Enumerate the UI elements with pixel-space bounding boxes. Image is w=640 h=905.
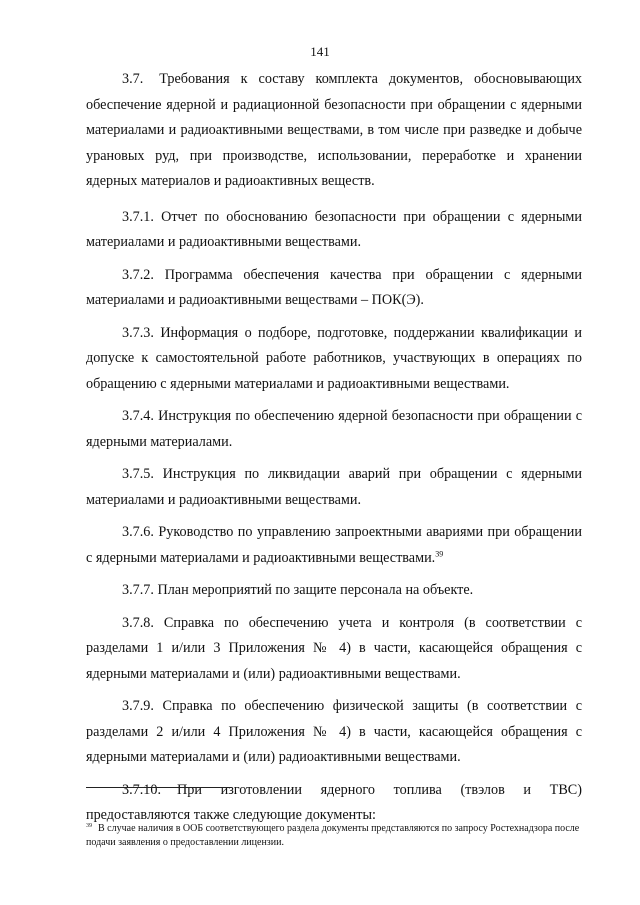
item-number: 3.7.2. [122,266,154,283]
footnote-text: В случае наличия в ООБ соответствующего раздела документы представляются по запросу Ростехнадзора после подачи заявления о предоставлении лицензии. [86,823,580,848]
section-3-7 [86,67,582,195]
item-number: 3.7.1. [122,208,154,225]
item-number: 3.7.10. [122,781,162,798]
item-text: Инструкция по ликвидации аварий при обращении с ядерными материалами и радиоактивными веществами. [86,466,582,508]
item-text: Руководство по управлению запроектными авариями при обращении с ядерными материалами и радиоактивными веществами. [86,524,582,566]
item-3-7-10 [86,778,582,804]
item-number: 3.7.6. [122,524,154,540]
item-number: 3.7.8. [122,614,154,631]
section-number: 3.7. [122,71,144,87]
item-3-7-5 [86,462,582,513]
item-3-7-10-continuation: предоставляются также следующие документы: [86,807,376,823]
item-text: При изготовлении ядерного топлива (твэлов и ТВС) [177,781,582,798]
item-text: Информация о подборе, подготовке, поддержании квалификации и допуске к самостоятельной работе работников, участвующих в операциях по обращению с ядерными материалами и радиоактивными веществами. [86,324,583,392]
page-number: 141 [310,44,330,59]
item-number: 3.7.5. [122,466,154,482]
item-3-7-3 [86,321,582,398]
item-3-7-2 [86,263,582,314]
item-number: 3.7.7. [122,582,154,598]
item-3-7-8 [86,611,582,688]
item-3-7-4 [86,404,582,455]
footnote [86,822,586,850]
footnote-reference: 39 [435,548,444,558]
item-3-7-9 [86,694,582,771]
section-text: Требования к составу комплекта документов, обосновывающих обеспечение ядерной и радиационной безопасности при обращении с ядерными материалами и радиоактивными веществами, в том числе при разведке и добыче урановых руд, при производстве, использовании, переработке и хранении ядерных материалов и радиоактивных веществ. [86,71,582,189]
item-text: Справка по обеспечению учета и контроля (в соответствии с разделами 1 и/или 3 Приложения № 4) в части, касающейся обращения с ядерными материалами и (или) радиоактивными веществами. [86,614,582,682]
document-body [86,67,582,836]
item-3-7-7 [86,578,582,604]
item-number: 3.7.4. [122,408,154,424]
item-text: Справка по обеспечению физической защиты (в соответствии с разделами 2 и/или 4 Приложения № 4) в части, касающейся обращения с ядерными материалами и (или) радиоактивными веществами. [86,698,582,765]
item-number: 3.7.3. [122,324,154,341]
item-text: Отчет по обоснованию безопасности при обращении с ядерными материалами и радиоактивными веществами. [86,208,582,250]
item-text: Инструкция по обеспечению ядерной безопасности при обращении с ядерными материалами. [86,408,583,450]
item-number: 3.7.9. [122,698,154,714]
item-text: План мероприятий по защите персонала на объекте. [157,582,474,598]
item-3-7-6 [86,520,582,571]
item-3-7-1 [86,205,582,256]
footnote-separator [86,787,232,788]
item-text: Программа обеспечения качества при обращении с ядерными материалами и радиоактивными веществами – ПОК(Э). [86,266,582,308]
footnote-marker: 39 [86,822,92,829]
